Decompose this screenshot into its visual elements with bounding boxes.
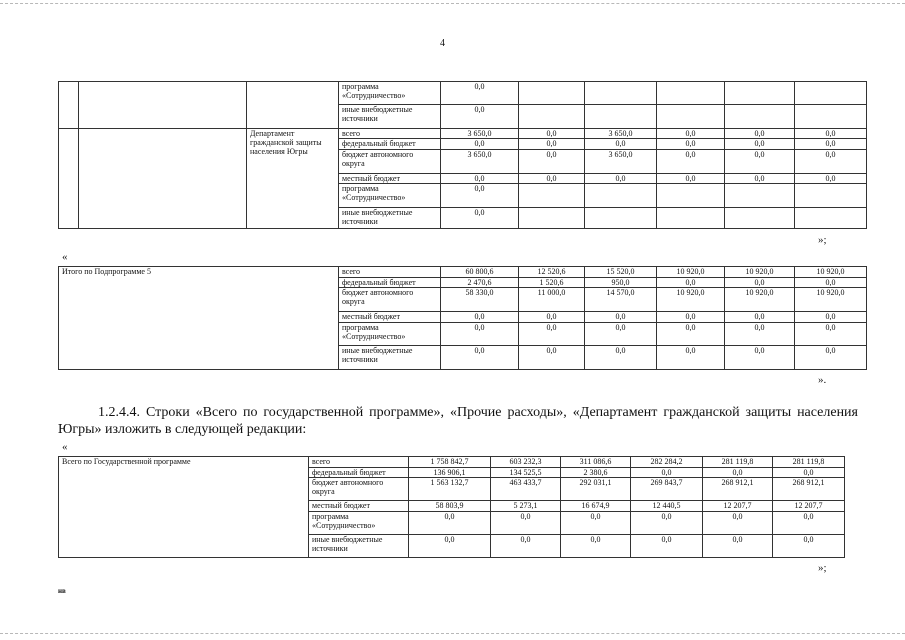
table-row: иные внебюджетные источники 0,0 0,0 0,0 0,0 0,0 0,0: [59, 534, 845, 557]
table-row: программа «Сотрудничество» 0,0 0,0 0,0 0,0 0,0 0,0: [59, 511, 845, 534]
opening-quote: «: [62, 251, 68, 263]
row-title: Итого по Подпрограмме 5: [59, 267, 339, 370]
program-total-table: [58, 456, 845, 558]
table-row: бюджет автономного округа 1 563 132,7 463 433,7 292 031,1 269 843,7 268 912,1 268 912,1: [59, 478, 845, 501]
footer-note: нв: [58, 587, 66, 595]
table-row: федеральный бюджет 136 906,1 134 525,5 2 380,6 0,0 0,0 0,0: [59, 467, 845, 478]
table-row: Итого по Подпрограмме 5 всего 60 800,6 12 520,6 15 520,0 10 920,0 10 920,0 10 920,0: [59, 267, 867, 278]
table-row: Департамент гражданской защиты населения Югры всего 3 650,0 0,0 3 650,0 0,0 0,0 0,0: [59, 128, 867, 139]
row-title: Всего по Государственной программе: [59, 457, 309, 558]
page-number: 4: [440, 38, 445, 49]
table-row: программа «Сотрудничество» 0,0: [59, 82, 867, 105]
department-table: [58, 81, 867, 229]
table-row: программа «Сотрудничество» 0,0 0,0 0,0 0,0 0,0 0,0: [59, 322, 867, 346]
table-row: федеральный бюджет 2 470,6 1 520,6 950,0 0,0 0,0 0,0: [59, 277, 867, 288]
opening-quote: «: [62, 441, 68, 453]
subprogram-total-table: [58, 266, 867, 370]
table-row: иные внебюджетные источники 0,0: [59, 207, 867, 228]
source-cell: программа «Сотрудничество»: [339, 82, 441, 105]
closing-quote: »;: [818, 234, 827, 246]
amendment-paragraph: 1.2.4.4. Строки «Всего по государственной программе», «Прочие расходы», «Департамент гражданской защиты населения Югры» изложить в следующей редакции:: [58, 405, 858, 437]
closing-quote: »;: [818, 562, 827, 574]
table-row: местный бюджет 0,0 0,0 0,0 0,0 0,0 0,0: [59, 173, 867, 184]
table-row: федеральный бюджет 0,0 0,0 0,0 0,0 0,0 0,0: [59, 139, 867, 150]
table-row: Всего по Государственной программе всего 1 758 842,7 603 232,3 311 086,6 282 284,2 281 119,8 281 119,8: [59, 457, 845, 468]
scan-edge-top: [0, 3, 905, 4]
source-cell: иные внебюджетные источники: [339, 105, 441, 128]
table-row: местный бюджет 58 803,9 5 273,1 16 674,9 12 440,5 12 207,7 12 207,7: [59, 501, 845, 512]
department-name: Департамент гражданской защиты населения Югры: [247, 128, 339, 228]
table-row: местный бюджет 0,0 0,0 0,0 0,0 0,0 0,0: [59, 312, 867, 323]
table-row: программа «Сотрудничество» 0,0: [59, 184, 867, 207]
scan-edge-bottom: [0, 633, 905, 634]
closing-quote: ».: [818, 374, 827, 386]
table-row: иные внебюджетные источники 0,0 0,0 0,0 0,0 0,0 0,0: [59, 346, 867, 370]
table-row: иные внебюджетные источники 0,0: [59, 105, 867, 128]
table-row: бюджет автономного округа 3 650,0 0,0 3 650,0 0,0 0,0 0,0: [59, 150, 867, 173]
table-row: бюджет автономного округа 58 330,0 11 000,0 14 570,0 10 920,0 10 920,0 10 920,0: [59, 288, 867, 312]
